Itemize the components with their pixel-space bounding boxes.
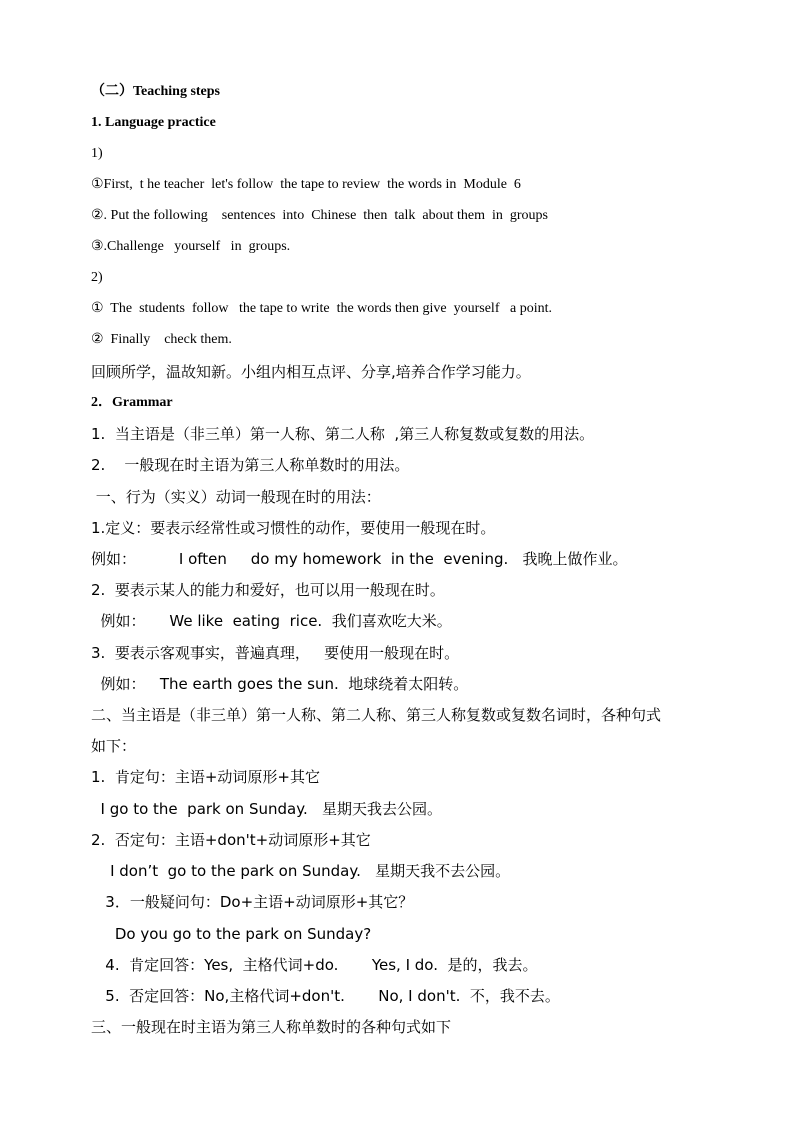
grammar-point-1: 1. 当主语是（非三单）第一人称、第二人称 ,第三人称复数或复数的用法。 [91,425,595,443]
section-1-title: 一、行为（实义）动词一般现在时的用法： [91,488,381,506]
example-2: 例如： We like eating rice. 我们喜欢吃大米。 [91,612,452,630]
negative-example: I don’t go to the park on Sunday. 星期天我不去公园。 [91,862,511,880]
definition-line: 1.定义：要表示经常性或习惯性的动作，要使用一般现在时。 [91,519,496,537]
affirmative-rule: 1. 肯定句：主语+动词原形+其它 [91,768,320,786]
practice-item-5: ② Finally check them. [91,332,232,347]
practice-item-1: ①First, t he teacher let's follow the tape to review the words in Module 6 [91,177,521,192]
yes-answer: 4. 肯定回答：Yes, 主格代词+do. Yes, I do. 是的，我去。 [91,956,538,974]
part2-label: 2) [91,270,103,285]
ability-line: 2. 要表示某人的能力和爱好，也可以用一般现在时。 [91,581,445,599]
section-heading: （二）Teaching steps [91,84,221,99]
grammar-point-2: 2. 一般现在时主语为第三人称单数时的用法。 [91,456,410,474]
section-2-title: 二、当主语是（非三单）第一人称、第二人称、第三人称复数或复数名词时，各种句式 [91,706,662,724]
example-3: 例如： The earth goes the sun. 地球绕着太阳转。 [91,675,469,693]
question-rule: 3．一般疑问句：Do+主语+动词原形+其它？ [91,893,414,911]
example-1: 例如： I often do my homework in the evening. 我晚上做作业。 [91,550,628,568]
affirmative-example: I go to the park on Sunday. 星期天我去公园。 [91,800,443,818]
section-3-title: 三、一般现在时主语为第三人称单数时的各种句式如下 [91,1018,452,1036]
section-2-title-cont: 如下： [91,737,137,755]
grammar-heading: 2．Grammar [91,395,173,410]
question-example: Do you go to the park on Sunday? [91,925,372,943]
practice-item-4: ① The students follow the tape to write the words then give yourself a point. [91,301,552,316]
no-answer: 5. 否定回答：No,主格代词+don't. No, I don't. 不，我不去。 [91,987,560,1005]
negative-rule: 2. 否定句：主语+don't+动词原形+其它 [91,831,371,849]
part1-label: 1) [91,146,103,161]
language-practice-heading: 1. Language practice [91,115,216,130]
practice-summary: 回顾所学，温故知新。小组内相互点评、分享,培养合作学习能力。 [91,363,531,381]
practice-item-3: ③.Challenge yourself in groups. [91,239,291,254]
truth-line: 3. 要表示客观事实，普遍真理， 要使用一般现在时。 [91,644,460,662]
practice-item-2: ②. Put the following sentences into Chinese then talk about them in groups [91,208,548,223]
